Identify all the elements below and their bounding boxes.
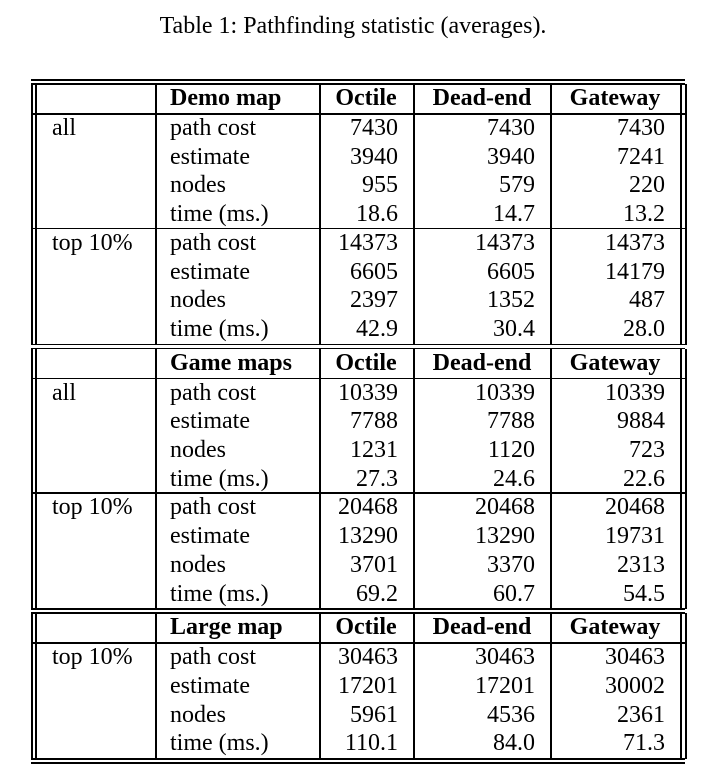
metric-label: estimate xyxy=(170,408,250,435)
metric-label: time (ms.) xyxy=(170,201,269,228)
table-cell: 7241 xyxy=(617,143,665,170)
table-cell: 2361 xyxy=(617,701,665,728)
metric-label: path cost xyxy=(170,379,256,406)
table-cell: 84.0 xyxy=(493,730,535,757)
column-rule xyxy=(413,349,415,610)
table-cell: 69.2 xyxy=(356,580,398,607)
group-label: top 10% xyxy=(52,644,133,671)
table-cell: 14179 xyxy=(605,258,665,285)
table-cell: 22.6 xyxy=(623,465,665,492)
metric-label: estimate xyxy=(170,672,250,699)
table-cell: 71.3 xyxy=(623,730,665,757)
table-cell: 4536 xyxy=(487,701,535,728)
column-header: Gateway xyxy=(569,614,661,641)
top-rule xyxy=(31,79,685,81)
group-label: top 10% xyxy=(52,494,133,521)
table-cell: 18.6 xyxy=(356,201,398,228)
table-cell: 20468 xyxy=(605,494,665,521)
table-cell: 1120 xyxy=(487,437,535,463)
column-rule xyxy=(155,84,157,345)
column-header: Gateway xyxy=(569,85,661,111)
section-rule xyxy=(31,762,685,764)
column-rule xyxy=(155,349,157,610)
column-rule xyxy=(413,613,415,759)
table-cell: 3370 xyxy=(487,551,535,578)
table-cell: 13290 xyxy=(475,523,535,550)
column-rule xyxy=(31,84,33,345)
column-rule xyxy=(31,349,33,610)
column-rule xyxy=(155,613,157,759)
table-cell: 220 xyxy=(629,172,665,199)
column-header: Octile xyxy=(335,85,397,111)
column-header: Octile xyxy=(335,614,397,641)
table-cell: 10339 xyxy=(475,379,535,406)
column-rule xyxy=(680,613,682,759)
section-rule xyxy=(31,344,685,346)
table-cell: 14373 xyxy=(605,229,665,256)
table-cell: 6605 xyxy=(350,258,398,285)
table-cell: 6605 xyxy=(487,258,535,285)
table-cell: 3940 xyxy=(487,143,535,170)
metric-label: path cost xyxy=(170,644,256,671)
section-title: Game maps xyxy=(170,349,292,376)
table-cell: 17201 xyxy=(338,672,398,699)
metric-label: nodes xyxy=(170,172,226,199)
column-rule xyxy=(35,349,37,610)
column-rule xyxy=(319,349,321,610)
column-rule xyxy=(35,84,37,345)
column-rule xyxy=(550,613,552,759)
group-label: all xyxy=(52,115,76,141)
metric-label: nodes xyxy=(170,287,226,314)
metric-label: estimate xyxy=(170,258,250,285)
group-label: top 10% xyxy=(52,229,133,256)
table-cell: 14.7 xyxy=(493,201,535,228)
table-cell: 10339 xyxy=(605,379,665,406)
table-cell: 20468 xyxy=(338,494,398,521)
column-rule xyxy=(319,613,321,759)
table-cell: 42.9 xyxy=(356,315,398,342)
column-rule xyxy=(680,349,682,610)
table-cell: 5961 xyxy=(350,701,398,728)
table-cell: 7788 xyxy=(487,408,535,435)
table-cell: 723 xyxy=(629,437,665,463)
metric-label: time (ms.) xyxy=(170,315,269,342)
column-rule xyxy=(319,84,321,345)
section-title: Large map xyxy=(170,614,283,641)
table-cell: 54.5 xyxy=(623,580,665,607)
table-cell: 20468 xyxy=(475,494,535,521)
column-header: Dead-end xyxy=(432,85,532,111)
table-cell: 1231 xyxy=(350,437,398,463)
table-cell: 28.0 xyxy=(623,315,665,342)
table-cell: 30.4 xyxy=(493,315,535,342)
table-cell: 7430 xyxy=(487,115,535,141)
table-cell: 9884 xyxy=(617,408,665,435)
table-cell: 579 xyxy=(499,172,535,199)
metric-label: time (ms.) xyxy=(170,730,269,757)
table-cell: 110.1 xyxy=(344,730,398,757)
group-label: all xyxy=(52,379,76,406)
table-cell: 30002 xyxy=(605,672,665,699)
metric-label: time (ms.) xyxy=(170,580,269,607)
table-cell: 13290 xyxy=(338,523,398,550)
table-cell: 7430 xyxy=(617,115,665,141)
column-rule xyxy=(550,84,552,345)
table-cell: 1352 xyxy=(487,287,535,314)
metric-label: nodes xyxy=(170,701,226,728)
table-cell: 955 xyxy=(362,172,398,199)
column-header: Dead-end xyxy=(432,349,532,376)
table-cell: 10339 xyxy=(338,379,398,406)
table-cell: 24.6 xyxy=(493,465,535,492)
column-rule xyxy=(413,84,415,345)
table-cell: 2397 xyxy=(350,287,398,314)
column-rule xyxy=(31,613,33,759)
column-rule xyxy=(685,84,687,345)
column-rule xyxy=(35,613,37,759)
column-header: Gateway xyxy=(569,349,661,376)
table-cell: 487 xyxy=(629,287,665,314)
table-cell: 7788 xyxy=(350,408,398,435)
metric-label: nodes xyxy=(170,437,226,463)
table-cell: 60.7 xyxy=(493,580,535,607)
table-cell: 7430 xyxy=(350,115,398,141)
metric-label: estimate xyxy=(170,143,250,170)
table-caption: Table 1: Pathfinding statistic (averages). xyxy=(159,13,547,39)
column-rule xyxy=(685,613,687,759)
metric-label: path cost xyxy=(170,229,256,256)
metric-label: nodes xyxy=(170,551,226,578)
metric-label: time (ms.) xyxy=(170,465,269,492)
metric-label: path cost xyxy=(170,494,256,521)
metric-label: path cost xyxy=(170,115,256,141)
column-rule xyxy=(680,84,682,345)
table-cell: 30463 xyxy=(338,644,398,671)
table-cell: 3701 xyxy=(350,551,398,578)
table-cell: 14373 xyxy=(338,229,398,256)
table-cell: 27.3 xyxy=(356,465,398,492)
column-header: Dead-end xyxy=(432,614,532,641)
table-cell: 30463 xyxy=(475,644,535,671)
column-rule xyxy=(550,349,552,610)
metric-label: estimate xyxy=(170,523,250,550)
column-header: Octile xyxy=(335,349,397,376)
table-cell: 3940 xyxy=(350,143,398,170)
table-cell: 30463 xyxy=(605,644,665,671)
column-rule xyxy=(685,349,687,610)
section-rule xyxy=(31,758,685,760)
table-cell: 2313 xyxy=(617,551,665,578)
table-cell: 17201 xyxy=(475,672,535,699)
section-rule xyxy=(31,608,685,610)
section-title: Demo map xyxy=(170,85,282,111)
table-cell: 14373 xyxy=(475,229,535,256)
table-cell: 13.2 xyxy=(623,201,665,228)
table-cell: 19731 xyxy=(605,523,665,550)
